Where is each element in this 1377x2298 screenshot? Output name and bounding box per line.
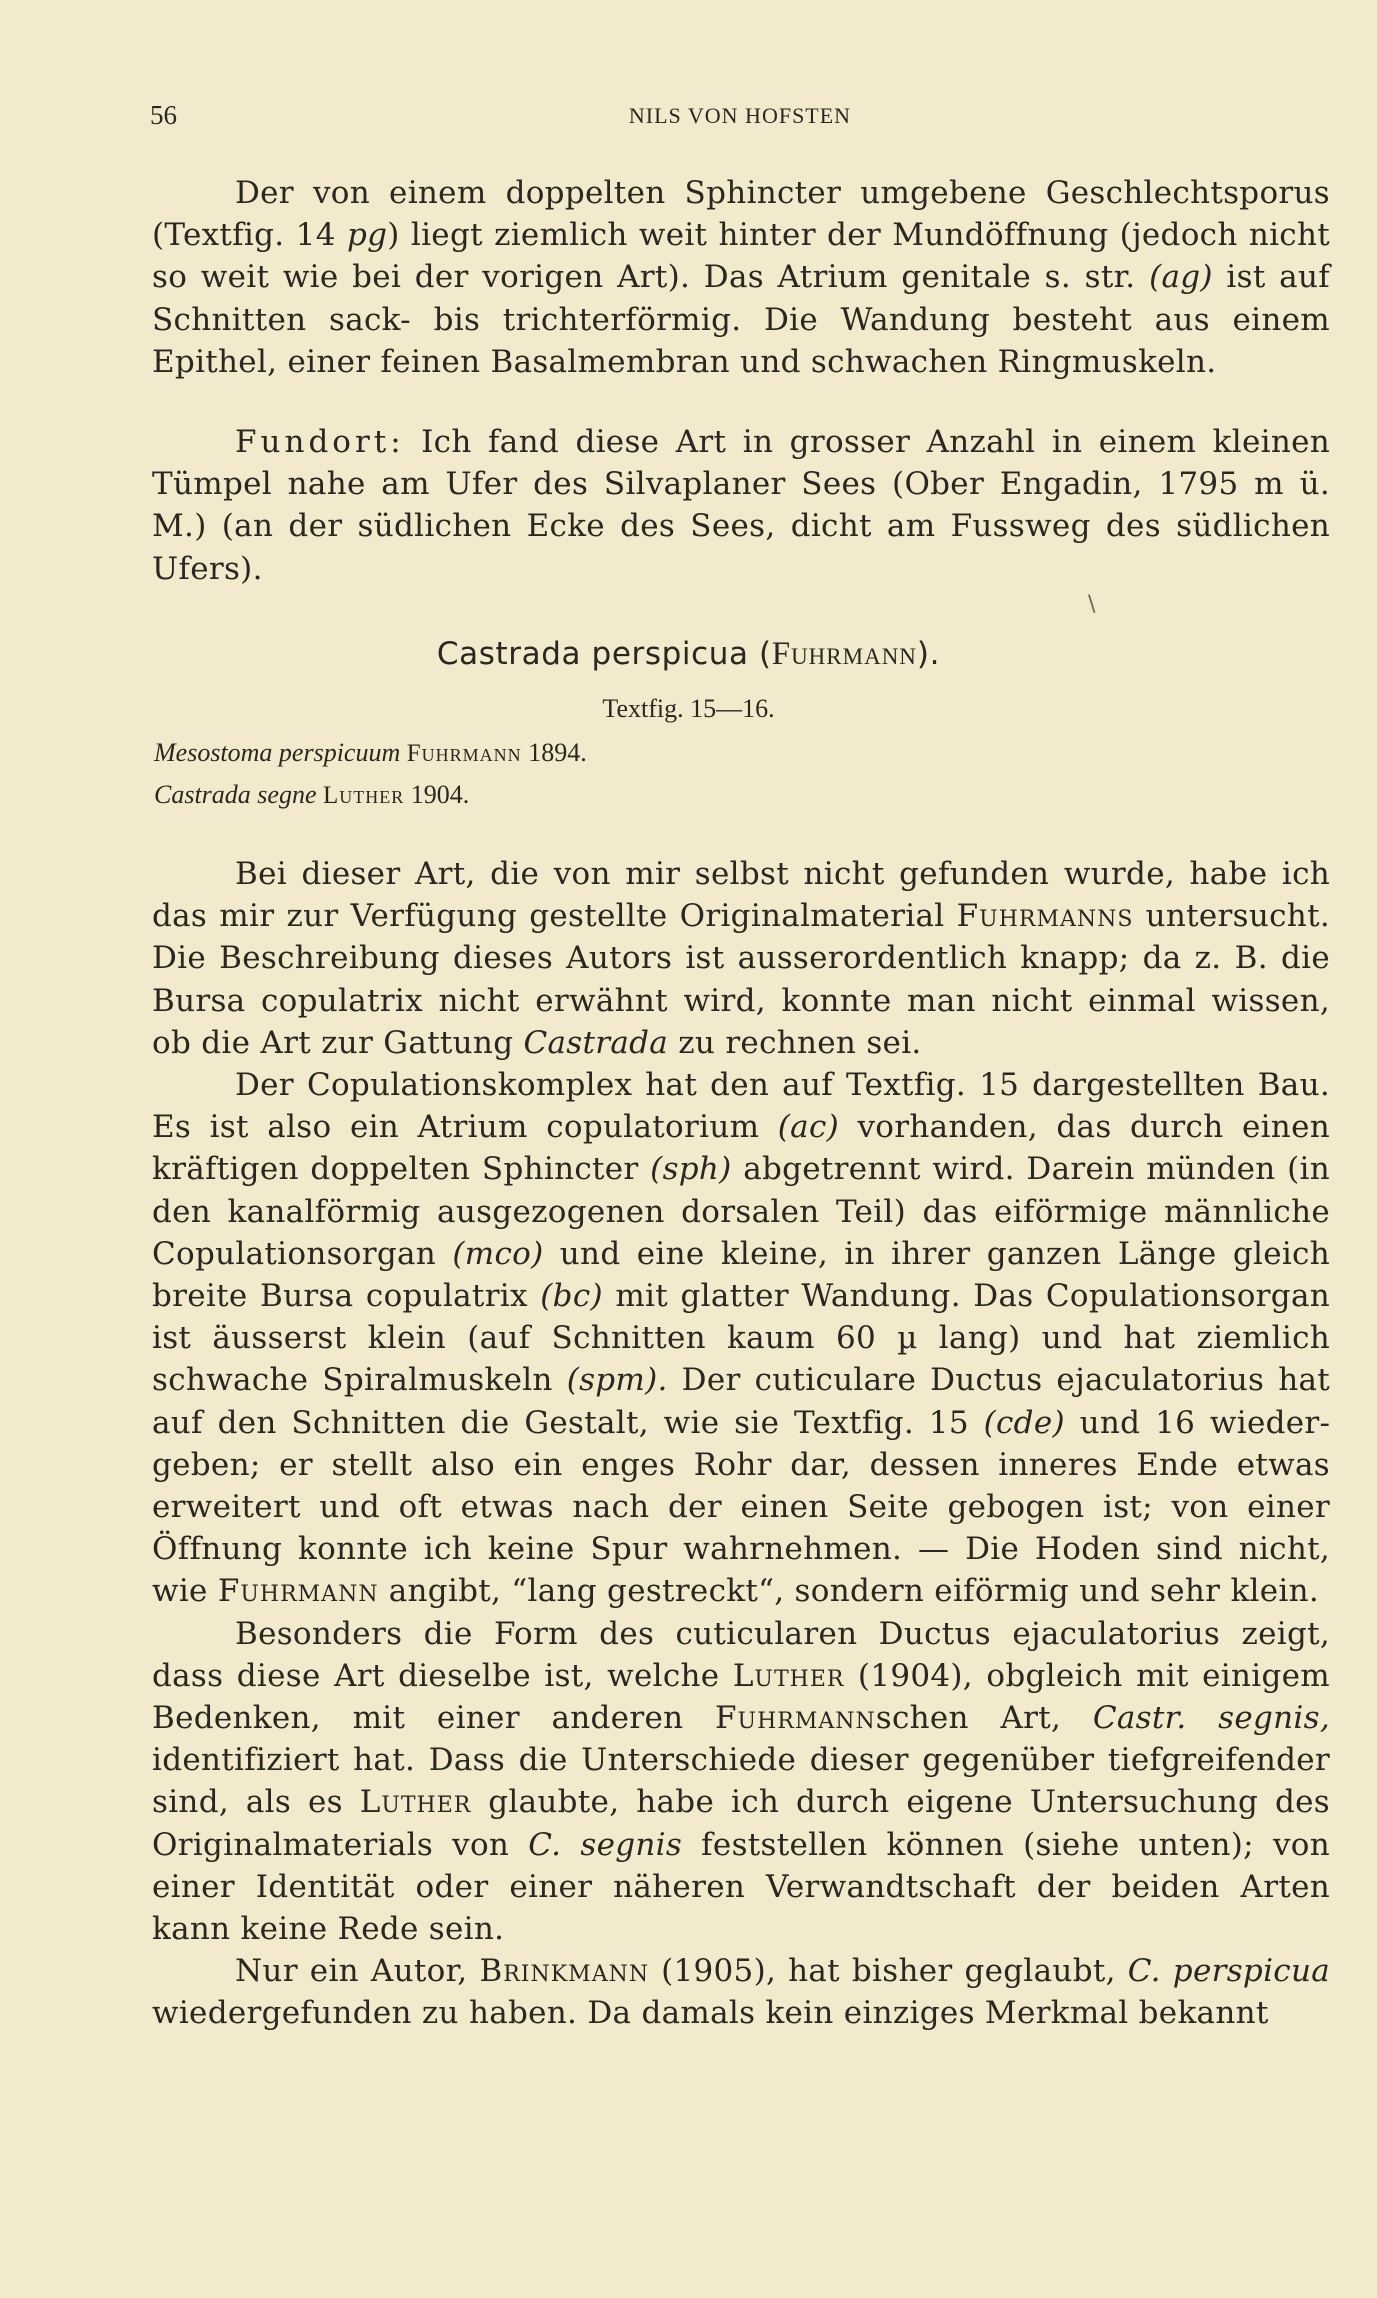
page-number: 56 [150, 100, 177, 130]
textfig-reference: Textfig. 15—16. [602, 694, 775, 723]
synonym-line: Castrada segne Luther 1904. [154, 780, 470, 809]
page-header [150, 100, 1330, 140]
paragraph-ductus: Besonders die Form des cuticularen Ductus ejaculatorius zeigt, dass diese Art dieselbe ist, welche Luther (1904), obgleich mit einigem Bedenken, mit einer anderen Fuhrmannschen Art, Castr. segnis, identifiziert hat. Dass die Unterschiede dieser gegenüber tiefgreifender sind, als es Luther glaubte, habe ich durch eigene Untersuchung des Originalmaterials von C. segnis feststellen können (siehe unten); von einer Identität oder einer näheren Verwandtschaft der beiden Arten kann keine Rede sein. [152, 1615, 1331, 1948]
paragraph-copulation-complex: Der Copulationskomplex hat den auf Textfig. 15 dargestellten Bau. Es ist also ein Atrium copulatorium (ac) vorhanden, das durch einen kräftigen doppelten Sphincter (sph) abgetrennt wird. Darein münden (in den kanalförmig ausgezogenen dorsalen Teil) das eiförmige männliche Copulationsorgan (mco) und eine kleine, in ihrer ganzen Länge gleich breite Bursa copulatrix (bc) mit glatter Wandung. Das Copulationsorgan ist äusserst klein (auf Schnitten kaum 60 µ lang) und hat ziemlich schwache Spiralmuskeln (spm). Der cuticulare Ductus ejaculatorius hat auf den Schnitten die Gestalt, wie sie Textfig. 15 (cde) und 16 wiedergeben; er stellt also ein enges Rohr dar, dessen inneres Ende etwas erweitert und oft etwas nach der einen Seite gebogen ist; von einer Öffnung konnte ich keine Spur wahrnehmen. — Die Hoden sind nicht, wie Fuhrmann angibt, “lang gestreckt“, sondern eiförmig und sehr klein. [152, 1067, 1331, 1610]
body-text [152, 853, 1330, 2035]
paragraph-brinkmann: Nur ein Autor, Brinkmann (1905), hat bisher geglaubt, C. perspicua wiedergefunden zu haben. Da damals kein einziges Merkmal bekannt [152, 1953, 1330, 2032]
species-heading: Castrada perspicua (Fuhrmann). [436, 636, 941, 672]
paragraph-fundort: Fundort: Ich fand diese Art in grosser Anzahl in einem kleinen Tümpel nahe am Ufer des Silvaplaner Sees (Ober Engadin, 1795 m ü. M.) (an der südlichen Ecke des Sees, dicht am Fussweg des südlichen Ufers). [152, 424, 1330, 587]
fundort-label: Fundort: [235, 424, 405, 460]
synonym-line: Mesostoma perspicuum Fuhrmann 1894. [154, 738, 587, 767]
running-title: NILS VON HOFSTEN [628, 103, 852, 128]
paragraph-genital-pore: Der von einem doppelten Sphincter umgebene Geschlechtsporus (Textfig. 14 pg) liegt ziemlich weit hinter der Mundöffnung (jedoch nicht so weit wie bei der vorigen Art). Das Atrium genitale s. str. (ag) ist auf Schnitten sack- bis trichterförmig. Die Wandung besteht aus einem Epithel, einer feinen Basalmembran und schwachen Ringmuskeln. [152, 175, 1331, 380]
paragraph-material: Bei dieser Art, die von mir selbst nicht gefunden wurde, habe ich das mir zur Verfügung gestellte Originalmaterial Fuhrmanns untersucht. Die Beschreibung dieses Autors ist ausserordentlich knapp; da z. B. die Bursa copulatrix nicht erwähnt wird, konnte man nicht einmal wissen, ob die Art zur Gattung Castrada zu rechnen sei. [152, 856, 1330, 1061]
stray-mark: \ [1088, 592, 1096, 617]
